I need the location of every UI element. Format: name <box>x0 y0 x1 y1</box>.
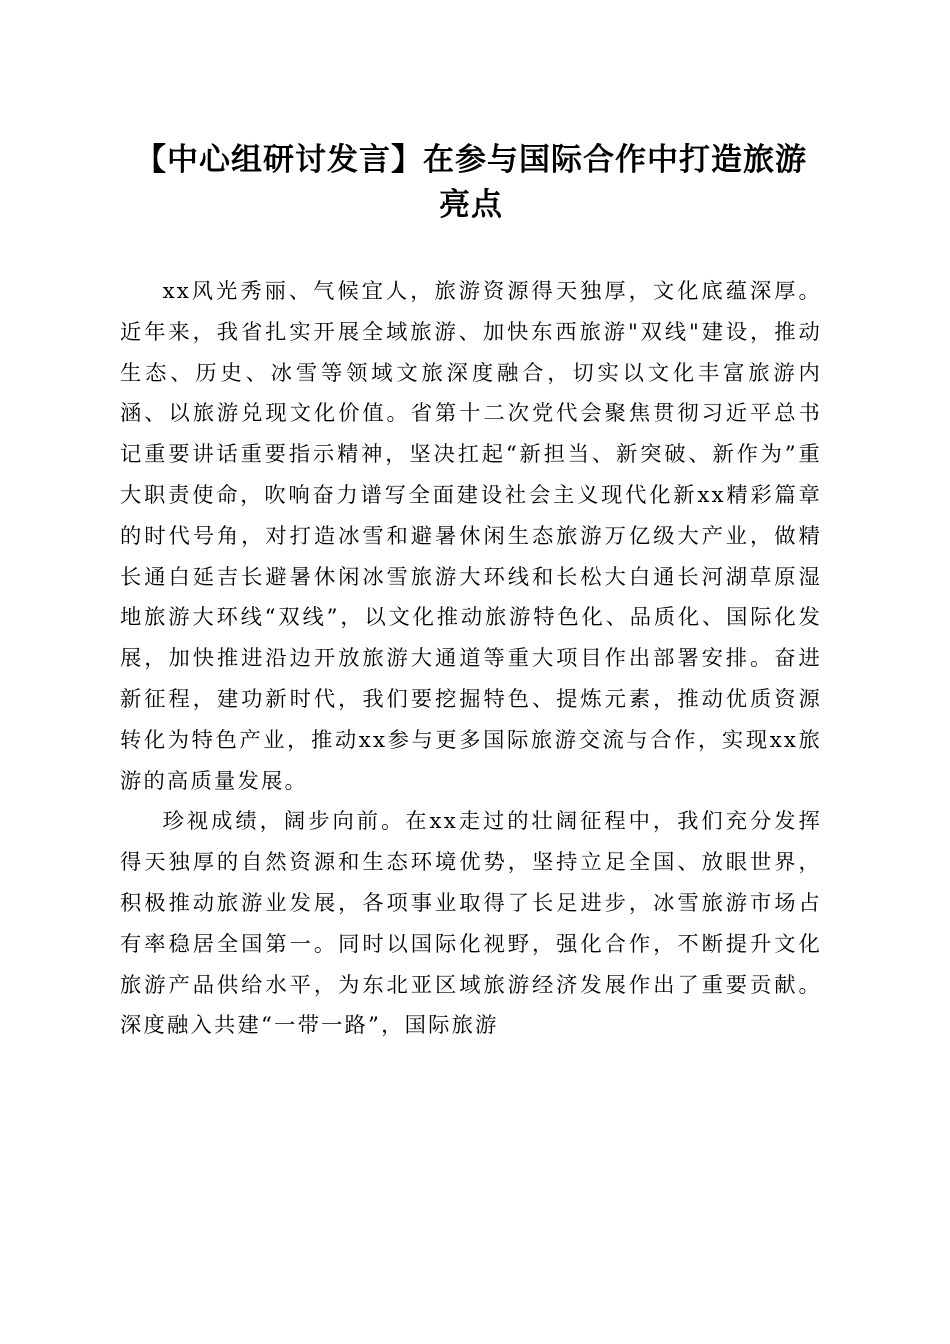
document-title: 【中心组研讨发言】在参与国际合作中打造旅游亮点 <box>135 142 807 223</box>
paragraph-1: xx风光秀丽、气候宜人，旅游资源得天独厚，文化底蕴深厚。近年来，我省扎实开展全域旅游、加快东西旅游"双线"建设，推动生态、历史、冰雪等领域文旅深度融合，切实以文化丰富旅游内涵、以旅游兑现文化价值。省第十二次党代会聚焦贯彻习近平总书记重要讲话重要指示精神，坚决扛起“新担当、新突破、新作为”重大职责使命，吹响奋力谱写全面建设社会主义现代化新xx精彩篇章的时代号角，对打造冰雪和避暑休闲生态旅游万亿级大产业，做精长通白延吉长避暑休闲冰雪旅游大环线和长松大白通长河湖草原湿地旅游大环线“双线”，以文化推动旅游特色化、品质化、国际化发展，加快推进沿边开放旅游大通道等重大项目作出部署安排。奋进新征程，建功新时代，我们要挖掘特色、提炼元素，推动优质资源转化为特色产业，推动xx参与更多国际旅游交流与合作，实现xx旅游的高质量发展。 <box>120 279 822 794</box>
paragraph-2: 珍视成绩，阔步向前。在xx走过的壮阔征程中，我们充分发挥得天独厚的自然资源和生态环境优势，坚持立足全国、放眼世界，积极推动旅游业发展，各项事业取得了长足进步，冰雪旅游市场占有率稳居全国第一。同时以国际化视野，强化合作，不断提升文化旅游产品供给水平，为东北亚区域旅游经济发展作出了重要贡献。深度融入共建“一带一路”，国际旅游 <box>120 809 822 1039</box>
document-body <box>120 272 822 1047</box>
